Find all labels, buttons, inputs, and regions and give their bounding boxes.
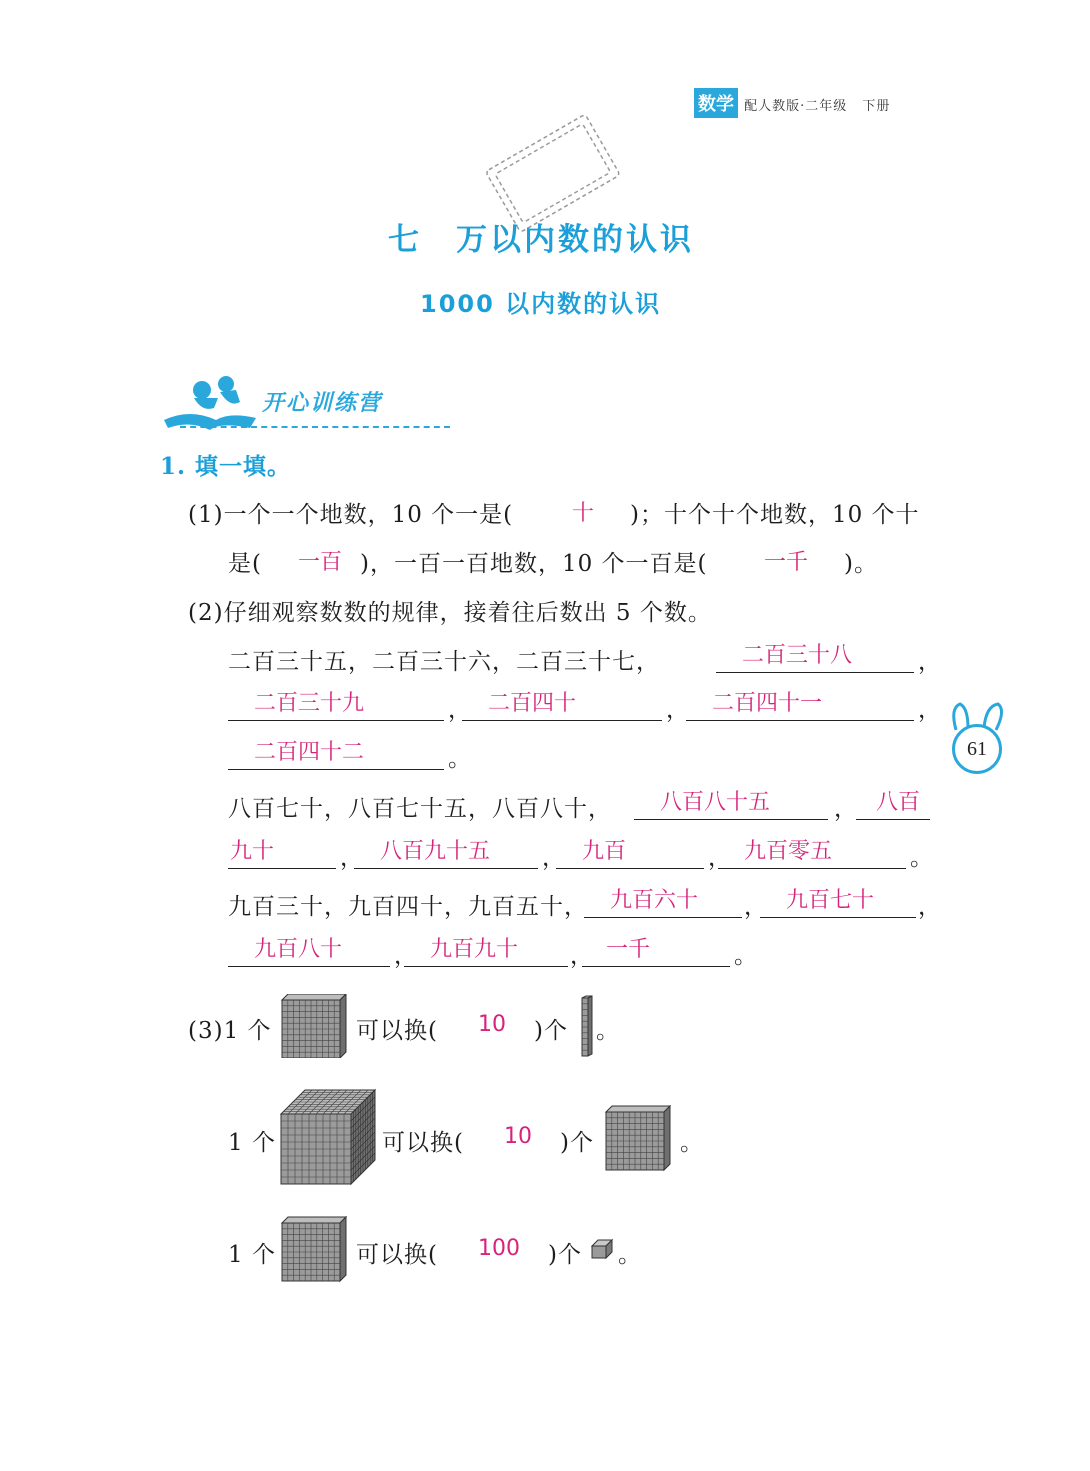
banner-label: 开心训练营 <box>262 391 383 416</box>
section-title: 1000 以内数的认识 <box>420 290 662 318</box>
period: 。 <box>596 1018 620 1044</box>
comma: ， <box>340 845 364 871</box>
q1-p1-line2a: 是( <box>228 551 262 577</box>
hundred-flat-icon <box>604 1104 674 1172</box>
answer-blank: 二百三十九 <box>228 688 444 721</box>
comma: ， <box>542 845 566 871</box>
answer-blank: 八百 <box>856 787 930 820</box>
q1-p1-line2c: )。 <box>844 551 878 577</box>
q1-p3-row1-mid: 可以换( <box>356 1018 438 1044</box>
answer-blank: 九百八十 <box>228 934 390 967</box>
hundred-flat-icon <box>280 1215 350 1283</box>
comma: ， <box>394 943 418 969</box>
chapter-title: 七 万以内数的认识 <box>388 222 694 258</box>
answer-blank: 九十 <box>228 836 336 869</box>
answer-blank: 八百八十五 <box>634 787 828 820</box>
page-number: 61 <box>952 724 1002 774</box>
kids-on-book-icon <box>160 368 260 432</box>
q1-p2-intro: (2)仔细观察数数的规律，接着往后数出 5 个数。 <box>188 600 712 626</box>
answer-blank: 九百 <box>556 836 704 869</box>
q1-p3-row1-pre: (3)1 个 <box>188 1018 272 1044</box>
ten-rod-icon <box>580 994 594 1058</box>
q1-p1-answer3: 一千 <box>764 550 809 575</box>
comma: ， <box>708 845 732 871</box>
period: 。 <box>910 845 934 871</box>
training-banner <box>160 368 450 434</box>
answer-blank: 九百零五 <box>718 836 906 869</box>
answer-blank: 二百四十一 <box>686 688 914 721</box>
q1-title: 1. 填一填。 <box>160 453 292 480</box>
q1-p3-row3-pre: 1 个 <box>228 1242 276 1268</box>
q1-p3-row3-mid: 可以换( <box>356 1242 438 1268</box>
q1-p3-row2-post: )个 <box>560 1130 594 1156</box>
hundred-flat-icon <box>280 994 350 1058</box>
comma: ， <box>918 894 942 920</box>
q1-p2-seq1-given: 二百三十五，二百三十六，二百三十七， <box>228 649 660 675</box>
answer-blank: 八百九十五 <box>354 836 538 869</box>
comma: ， <box>918 697 942 723</box>
volume-label: 下册 <box>862 99 891 114</box>
subject-badge: 数学 <box>694 88 738 118</box>
q1-p3-row3-post: )个 <box>548 1242 582 1268</box>
answer-blank: 一千 <box>582 934 730 967</box>
q1-p1-answer2: 一百 <box>298 550 343 575</box>
q1-p1-answer1: 十 <box>572 501 595 526</box>
answer-blank: 九百七十 <box>760 885 916 918</box>
answer-blank: 二百四十 <box>462 688 662 721</box>
comma: ， <box>666 697 690 723</box>
comma: ， <box>570 943 594 969</box>
q1-p3-row2-mid: 可以换( <box>382 1130 464 1156</box>
answer-blank: 二百三十八 <box>716 640 914 673</box>
answer-blank: 九百九十 <box>404 934 568 967</box>
period: 。 <box>680 1130 704 1156</box>
period: 。 <box>448 746 472 772</box>
comma: ， <box>918 649 942 675</box>
q1-p3-answer3: 100 <box>478 1236 520 1261</box>
q1-p2-seq3-given: 九百三十，九百四十，九百五十， <box>228 894 588 920</box>
q1-p1-line1: (1)一个一个地数，10 个一是( <box>188 502 514 528</box>
answer-blank: 二百四十二 <box>228 737 444 770</box>
q1-p1-line1-end: )；十个十个地数，10 个十 <box>630 502 920 528</box>
answer-blank: 九百六十 <box>584 885 742 918</box>
q1-p3-answer2: 10 <box>504 1124 532 1149</box>
period: 。 <box>734 943 758 969</box>
q1-p3-answer1: 10 <box>478 1012 506 1037</box>
period: 。 <box>618 1242 642 1268</box>
q1-p1-line2b: )，一百一百地数，10 个一百是( <box>360 551 708 577</box>
comma: ， <box>834 796 858 822</box>
thousand-cube-icon <box>279 1088 379 1188</box>
unit-cube-icon <box>590 1238 614 1260</box>
page-header <box>694 88 890 118</box>
q1-p3-row2-pre: 1 个 <box>228 1130 276 1156</box>
edition-label: 配人教版·二年级 <box>744 99 848 114</box>
comma: ， <box>448 697 472 723</box>
comma: ， <box>744 894 768 920</box>
q1-p3-row1-post: )个 <box>534 1018 568 1044</box>
q1-p2-seq2-given: 八百七十，八百七十五，八百八十， <box>228 796 612 822</box>
banner-dashed-line <box>180 426 450 428</box>
